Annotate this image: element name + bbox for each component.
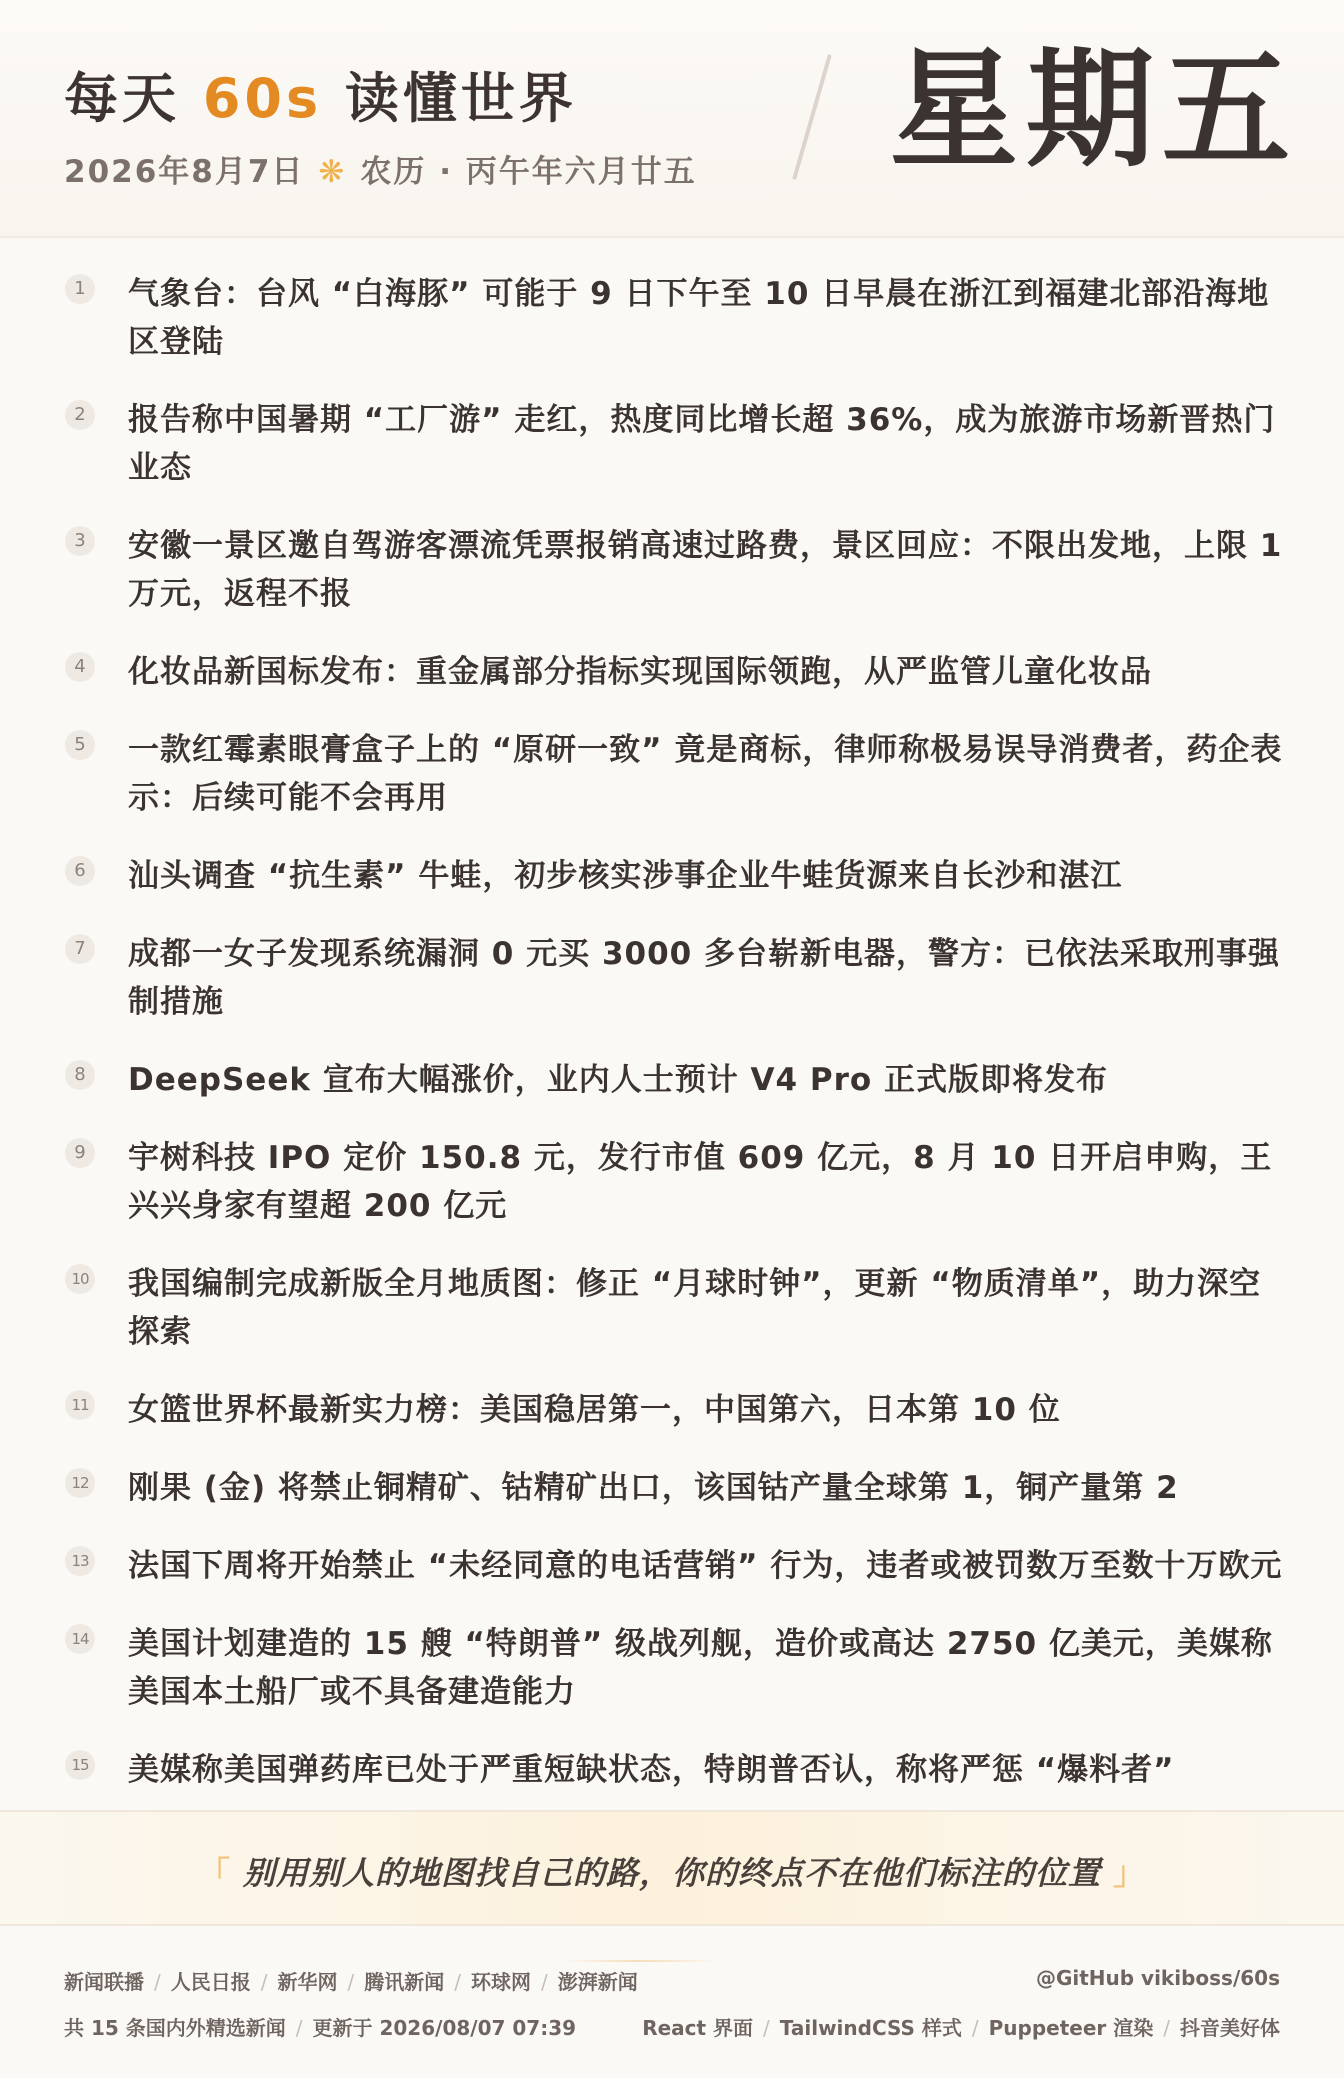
divider-slash <box>792 54 832 180</box>
footer-meta <box>64 2012 576 2041</box>
news-text: 化妆品新国标发布：重金属部分指标实现国际领跑，从严监管儿童化妆品 <box>128 654 1152 690</box>
news-item <box>0 1260 1344 1356</box>
news-item <box>0 1542 1344 1590</box>
news-number-badge: 9 <box>65 1138 95 1168</box>
news-item <box>0 1386 1344 1434</box>
news-number-badge: 6 <box>65 856 95 886</box>
tech-item: 抖音美好体 <box>1180 2016 1280 2040</box>
news-item <box>0 396 1344 492</box>
news-number-badge: 7 <box>65 934 95 964</box>
page-footer <box>0 1924 1344 2078</box>
source-item: 人民日报 <box>170 1970 251 1994</box>
news-text: 刚果 (金) 将禁止铜精矿、钴精矿出口，该国钴产量全球第 1，铜产量第 2 <box>128 1470 1179 1506</box>
separator: / <box>971 2016 979 2040</box>
news-number-badge: 4 <box>65 652 95 682</box>
news-number-badge: 14 <box>65 1624 95 1654</box>
news-number-badge: 13 <box>65 1546 95 1576</box>
github-credit[interactable]: @GitHub vikiboss/60s <box>1035 1966 1280 1990</box>
source-item: 腾讯新闻 <box>364 1970 445 1994</box>
news-number-badge: 1 <box>65 274 95 304</box>
quote-open-mark: 「 <box>197 1854 231 1892</box>
news-count: 共 15 条国内外精选新闻 <box>64 2016 286 2040</box>
news-text: 我国编制完成新版全月地质图：修正 “月球时钟”，更新 “物质清单”，助力深空探索 <box>128 1266 1262 1350</box>
news-text: 法国下周将开始禁止 “未经同意的电话营销” 行为，违者或被罚数万至数十万欧元 <box>128 1548 1283 1584</box>
news-item <box>0 648 1344 696</box>
news-text: 宇树科技 IPO 定价 150.8 元，发行市值 609 亿元，8 月 10 日开启申购，王兴兴身家有望超 200 亿元 <box>128 1140 1273 1224</box>
news-number-badge: 2 <box>65 400 95 430</box>
news-number-badge: 11 <box>65 1390 95 1420</box>
news-number-badge: 15 <box>65 1750 95 1780</box>
solar-date: 2026年8月7日 <box>64 154 305 190</box>
quote-text: 别用别人的地图找自己的路，你的终点不在他们标注的位置 <box>242 1854 1101 1892</box>
news-item <box>0 270 1344 366</box>
weekday-title: 星期五 <box>890 36 1299 185</box>
separator: / <box>763 2016 770 2040</box>
news-item <box>0 1620 1344 1716</box>
separator: / <box>154 1970 161 1994</box>
quote-close-mark: 」 <box>1113 1854 1147 1892</box>
news-text: 女篮世界杯最新实力榜：美国稳居第一，中国第六，日本第 10 位 <box>128 1392 1061 1428</box>
brand-accent: 60s <box>202 67 323 130</box>
news-text: 美国计划建造的 15 艘 “特朗普” 级战列舰，造价或高达 2750 亿美元，美媒称美国本土船厂或不具备建造能力 <box>128 1626 1273 1710</box>
source-item: 新华网 <box>277 1970 338 1994</box>
news-text: 一款红霉素眼膏盒子上的 “原研一致” 竟是商标，律师称极易误导消费者，药企表示：后续可能不会再用 <box>128 732 1283 816</box>
quote-band <box>0 1810 1344 1926</box>
news-number-badge: 5 <box>65 730 95 760</box>
source-list <box>64 1966 638 1995</box>
source-item: 环球网 <box>471 1970 531 1994</box>
page-header <box>0 0 1344 238</box>
news-item <box>0 522 1344 618</box>
footer-decoration <box>560 1960 720 1962</box>
brand-title <box>64 56 577 133</box>
tech-item: React 界面 <box>642 2016 754 2040</box>
news-text: 汕头调查 “抗生素” 牛蛙，初步核实涉事企业牛蛙货源来自长沙和湛江 <box>128 858 1123 894</box>
news-item <box>0 1134 1344 1230</box>
news-number-badge: 3 <box>65 526 95 556</box>
lunar-date: 农历 · 丙午年六月廿五 <box>360 154 697 190</box>
separator: / <box>295 2016 303 2040</box>
news-list <box>0 270 1344 1824</box>
news-text: 成都一女子发现系统漏洞 0 元买 3000 多台崭新电器，警方：已依法采取刑事强制措施 <box>128 936 1281 1020</box>
separator: / <box>260 1970 268 1994</box>
news-number-badge: 8 <box>65 1060 95 1090</box>
news-text: 安徽一景区邀自驾游客漂流凭票报销高速过路费，景区回应：不限出发地，上限 1 万元，返程不报 <box>128 528 1283 612</box>
separator: / <box>454 1970 461 1994</box>
tech-item: Puppeteer 渲染 <box>988 2016 1154 2040</box>
news-text: DeepSeek 宣布大幅涨价，业内人士预计 V4 Pro 正式版即将发布 <box>128 1062 1109 1098</box>
news-item <box>0 1464 1344 1512</box>
news-item <box>0 930 1344 1026</box>
news-text: 气象台：台风 “白海豚” 可能于 9 日下午至 10 日早晨在浙江到福建北部沿海地区登陆 <box>128 276 1270 360</box>
news-text: 报告称中国暑期 “工厂游” 走红，热度同比增长超 36%，成为旅游市场新晋热门业态 <box>128 402 1276 486</box>
brand-suffix: 读懂世界 <box>322 67 577 130</box>
news-text: 美媒称美国弹药库已处于严重短缺状态，特朗普否认，称将严惩 “爆料者” <box>128 1752 1175 1788</box>
news-item <box>0 1056 1344 1104</box>
update-time: 更新于 2026/08/07 07:39 <box>312 2016 577 2040</box>
separator: / <box>347 1970 355 1994</box>
source-item: 澎湃新闻 <box>557 1970 638 1994</box>
news-number-badge: 10 <box>65 1264 95 1294</box>
news-item <box>0 726 1344 822</box>
asterisk-icon: ❋ <box>318 154 347 190</box>
separator: / <box>1163 2016 1170 2040</box>
tech-stack <box>642 2012 1280 2041</box>
news-number-badge: 12 <box>65 1468 95 1498</box>
tech-item: TailwindCSS 样式 <box>779 2016 962 2040</box>
news-item <box>0 852 1344 900</box>
daily-quote <box>0 1848 1344 1894</box>
separator: / <box>541 1970 548 1994</box>
source-item: 新闻联播 <box>64 1970 144 1994</box>
news-item <box>0 1746 1344 1794</box>
brand-prefix: 每天 <box>64 67 203 130</box>
dateline <box>64 146 697 191</box>
